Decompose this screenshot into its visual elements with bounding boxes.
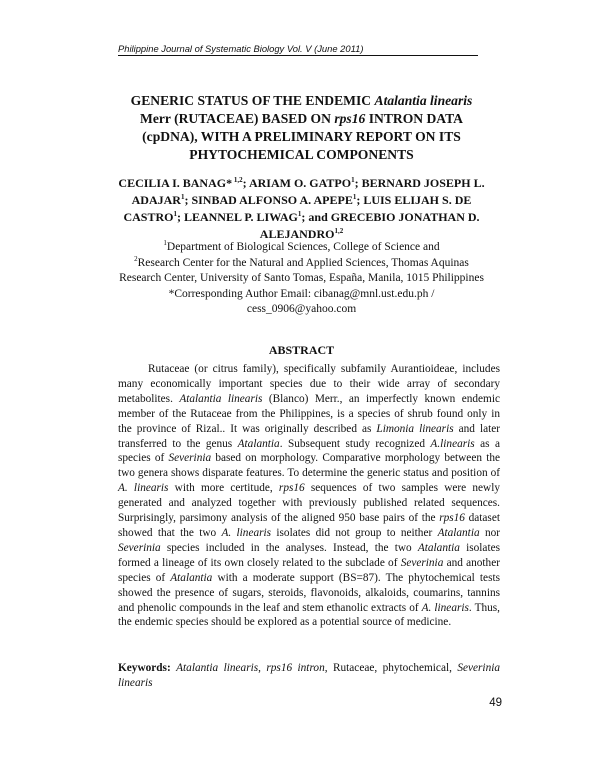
abstract-text: . Thus, the endemic species should be explored as a potential source of medicine. <box>118 601 500 629</box>
author-name: BERNARD JOSEPH L. ADAJAR <box>131 176 485 207</box>
affiliation-1: Department of Biological Sciences, College of Science and <box>166 241 440 253</box>
author-affil-sup: 1,2 <box>232 176 243 184</box>
affiliation-sup: 2 <box>134 254 138 263</box>
abstract-body <box>118 362 500 630</box>
keywords-label: Keywords: <box>118 662 171 674</box>
abstract-italic: A.linearis <box>430 437 475 450</box>
abstract-italic: Atalantia <box>437 526 480 539</box>
abstract-italic: Atalantia linearis <box>179 392 263 405</box>
title-genus: Atalantia <box>374 93 427 108</box>
abstract-italic: Atalantia <box>417 541 460 554</box>
abstract-paragraph <box>118 362 500 630</box>
abstract-italic: Severinia <box>118 541 161 554</box>
affiliation-2: Research Center for the Natural and Applied Sciences, Thomas Aquinas Research Center, University of Santo Tomas, España, Manila, 1015 Philippines <box>119 256 484 284</box>
author-list <box>118 175 485 243</box>
corresponding-author: *Corresponding Author Email: cibanag@mnl.ust.edu.ph / cess_0906@yahoo.com <box>168 287 435 315</box>
abstract-text: (Blanco) Merr., an imperfectly known endemic member of the Rutaceae from the Philippines, is a species of shrub found only in the province of Rizal.. It was originally described as <box>118 392 500 435</box>
abstract-heading: ABSTRACT <box>268 343 335 357</box>
title-part1: GENERIC STATUS OF THE ENDEMIC <box>130 93 375 108</box>
keyword: Atalantia linearis <box>176 662 259 674</box>
author-name: SINBAD ALFONSO A. APEPE <box>191 193 353 207</box>
author-sep: ; <box>354 176 362 190</box>
title-gene: rps16 <box>334 111 366 126</box>
abstract-text: dataset showed that the two <box>118 512 500 539</box>
author-affil-sup: 1,2 <box>334 227 344 235</box>
abstract-italic: A. linearis <box>421 601 469 614</box>
abstract-italic: A. linearis <box>221 526 272 539</box>
author-affil-sup: 1 <box>180 193 185 201</box>
abstract-italic: Atalantia <box>170 571 213 584</box>
author-sep: ; <box>242 176 249 190</box>
keyword: rps16 intron <box>266 662 325 674</box>
author-sep: ; <box>176 210 184 224</box>
abstract-italic: Severinia <box>168 452 212 465</box>
author-sep: ; <box>356 193 364 207</box>
journal-header: Philippine Journal of Systematic Biology Vol. V (June 2011) <box>118 43 478 56</box>
abstract-text: isolates did not group to neither <box>271 526 438 539</box>
affiliations <box>118 240 485 318</box>
author-name: LEANNEL P. LIWAG <box>183 210 298 224</box>
keyword-text: , Rutaceae, phytochemical, <box>324 662 458 674</box>
abstract-italic: rps16 <box>278 482 305 495</box>
author-affil-sup: 1 <box>352 193 357 201</box>
abstract-italic: rps16 <box>439 512 465 525</box>
abstract-text: as a species of <box>118 437 500 465</box>
abstract-italic: Severinia <box>400 556 444 569</box>
author-sep: ; and <box>301 210 331 224</box>
author-name: CECILIA I. BANAG* <box>118 176 233 190</box>
keyword-sep: , <box>258 662 267 674</box>
abstract-text: sequences of two samples were newly generated and analyzed together with previously published related sequences. Surprisingly, parsimony analysis of the aligned 950 base pairs of the <box>118 482 501 525</box>
title-part2: Merr (RUTACEAE) BASED ON <box>140 111 335 126</box>
abstract-italic: Limonia linearis <box>376 422 454 435</box>
abstract-text: species included in the analyses. Instead, the two <box>160 541 418 554</box>
page-number: 49 <box>489 697 502 709</box>
author-affil-sup: 1 <box>351 176 355 184</box>
author-name: LUIS ELIJAH S. DE CASTRO <box>123 193 472 224</box>
abstract-text: . Subsequent study recognized <box>279 437 431 450</box>
author-name: ARIAM O. GATPO <box>248 176 352 190</box>
title-species: linearis <box>430 93 473 108</box>
affiliation-sup: 1 <box>163 239 167 248</box>
author-sep: ; <box>184 193 192 207</box>
abstract-text: based on morphology. Comparative morphology between the two genera shows disparate features. To determine the generic status and position of <box>118 452 500 480</box>
author-affil-sup: 1 <box>173 210 177 218</box>
abstract-text: with a moderate support (BS=87). The phytochemical tests showed the presence of sugars, steroids, flavonoids, alkaloids, coumarins, tannins and phenolic compounds in the leaf and stem ethanolic extracts of <box>118 571 501 614</box>
author-affil-sup: 1 <box>297 210 302 218</box>
keyword: Severinia linearis <box>118 662 501 689</box>
abstract-text: nor <box>479 526 501 539</box>
abstract-italic: Atalantia <box>237 437 280 450</box>
keywords <box>118 661 500 691</box>
title-part3: INTRON DATA (cpDNA), WITH A PRELIMINARY REPORT ON ITS PHYTOCHEMICAL COMPONENTS <box>142 111 463 162</box>
abstract-text: and another species of <box>118 556 500 584</box>
abstract-text: Rutaceae (or citrus family), specifically subfamily Aurantioideae, includes many economically important species due to their wide array of secondary metabolites. <box>118 363 500 405</box>
abstract-text: with more certitude, <box>168 482 279 495</box>
abstract-text: isolates formed a lineage of its own closely related to the subclade of <box>118 541 500 569</box>
abstract-text: and later transferred to the genus <box>118 422 501 450</box>
abstract-italic: A. linearis <box>118 482 169 495</box>
author-name: GRECEBIO JONATHAN D. ALEJANDRO <box>259 210 480 241</box>
article-title <box>118 92 485 164</box>
